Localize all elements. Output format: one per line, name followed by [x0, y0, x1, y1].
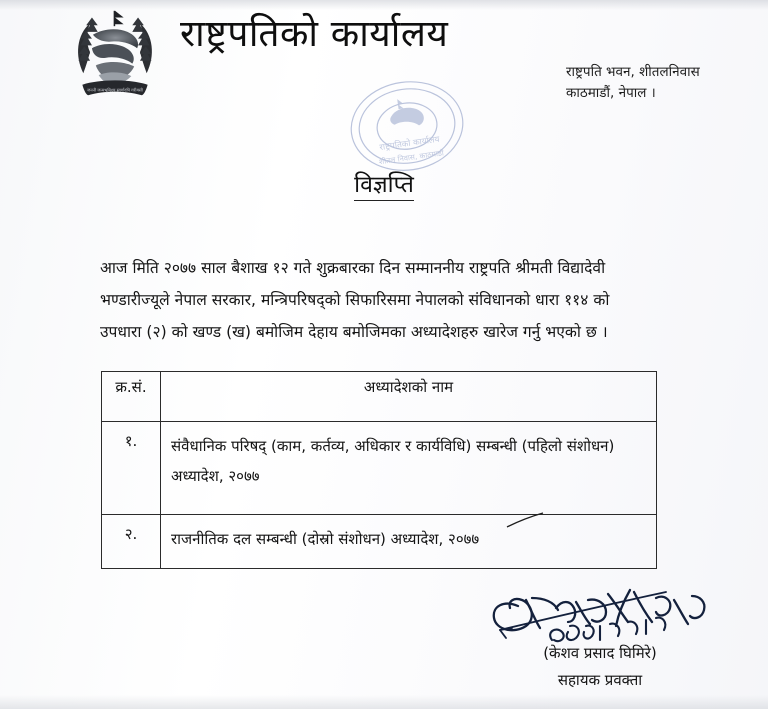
- row-serial: २.: [102, 515, 161, 569]
- row-name: [161, 515, 657, 569]
- column-header-serial: क्र.सं.: [102, 372, 161, 422]
- table-row: [102, 515, 657, 569]
- scan-shadow-bottom: [0, 695, 768, 709]
- office-name: राष्ट्रपतिको कार्यालय: [180, 12, 449, 55]
- body-line-3-text: उपधारा (२) को खण्ड (ख) बमोजिम देहाय बमोजिमका अध्यादेशहरु खारेज गर्नु भएको छ ।: [100, 323, 608, 341]
- row-name-line-1: राजनीतिक दल सम्बन्धी (दोस्रो संशोधन) अध्यादेश, २०७७: [171, 530, 480, 548]
- svg-text:शीतल निवास, काठमाडौं: शीतल निवास, काठमाडौं: [378, 148, 445, 167]
- signature-block: [470, 578, 730, 690]
- letterhead: [0, 0, 768, 130]
- signatory-role: सहायक प्रवक्ता: [557, 670, 643, 689]
- nepal-coat-of-arms-icon: [67, 6, 163, 102]
- body-line-2: [100, 284, 670, 316]
- page-title-text: विज्ञप्ति: [354, 172, 414, 201]
- handwritten-signature-icon: [470, 578, 730, 644]
- table-row: [102, 422, 657, 515]
- body-paragraph: [100, 252, 670, 348]
- table-header-row: [102, 372, 657, 422]
- office-address: [566, 62, 700, 104]
- ordinance-table: [101, 371, 657, 569]
- body-line-3: [100, 316, 670, 348]
- svg-text:जननी जन्मभूमिश्च स्वर्गादपि गर: जननी जन्मभूमिश्च स्वर्गादपि गरीयसी: [87, 87, 143, 93]
- svg-text:राष्ट्रपतिको कार्यालय: राष्ट्रपतिको कार्यालय: [378, 134, 441, 154]
- body-line-2-text: भण्डारीज्यूले नेपाल सरकार, मन्त्रिपरिषद्को सिफारिसमा नेपालको संविधानको धारा ११४ को: [100, 291, 610, 309]
- body-line-1: [100, 252, 670, 284]
- column-header-name: अध्यादेशको नाम: [161, 372, 657, 422]
- row-name: [161, 422, 657, 515]
- row-serial: १.: [102, 422, 161, 515]
- address-line-2: काठमाडौं, नेपाल ।: [566, 84, 656, 101]
- page-title: [0, 167, 768, 199]
- body-line-1-text: आज मिति २०७७ साल बैशाख १२ गते शुक्रबारका दिन सम्माननीय राष्ट्रपति श्रीमती विद्यादेवी: [100, 259, 606, 277]
- row-name-line-2: अध्यादेश, २०७७: [171, 467, 260, 485]
- address-line-1: राष्ट्रपति भवन, शीतलनिवास: [566, 64, 700, 80]
- row-name-line-1: संवैधानिक परिषद् (काम, कर्तव्य, अधिकार र कार्यविधि) सम्बन्धी (पहिलो संशोधन): [171, 437, 615, 455]
- signatory-name: (केशव प्रसाद घिमिरे): [543, 644, 657, 662]
